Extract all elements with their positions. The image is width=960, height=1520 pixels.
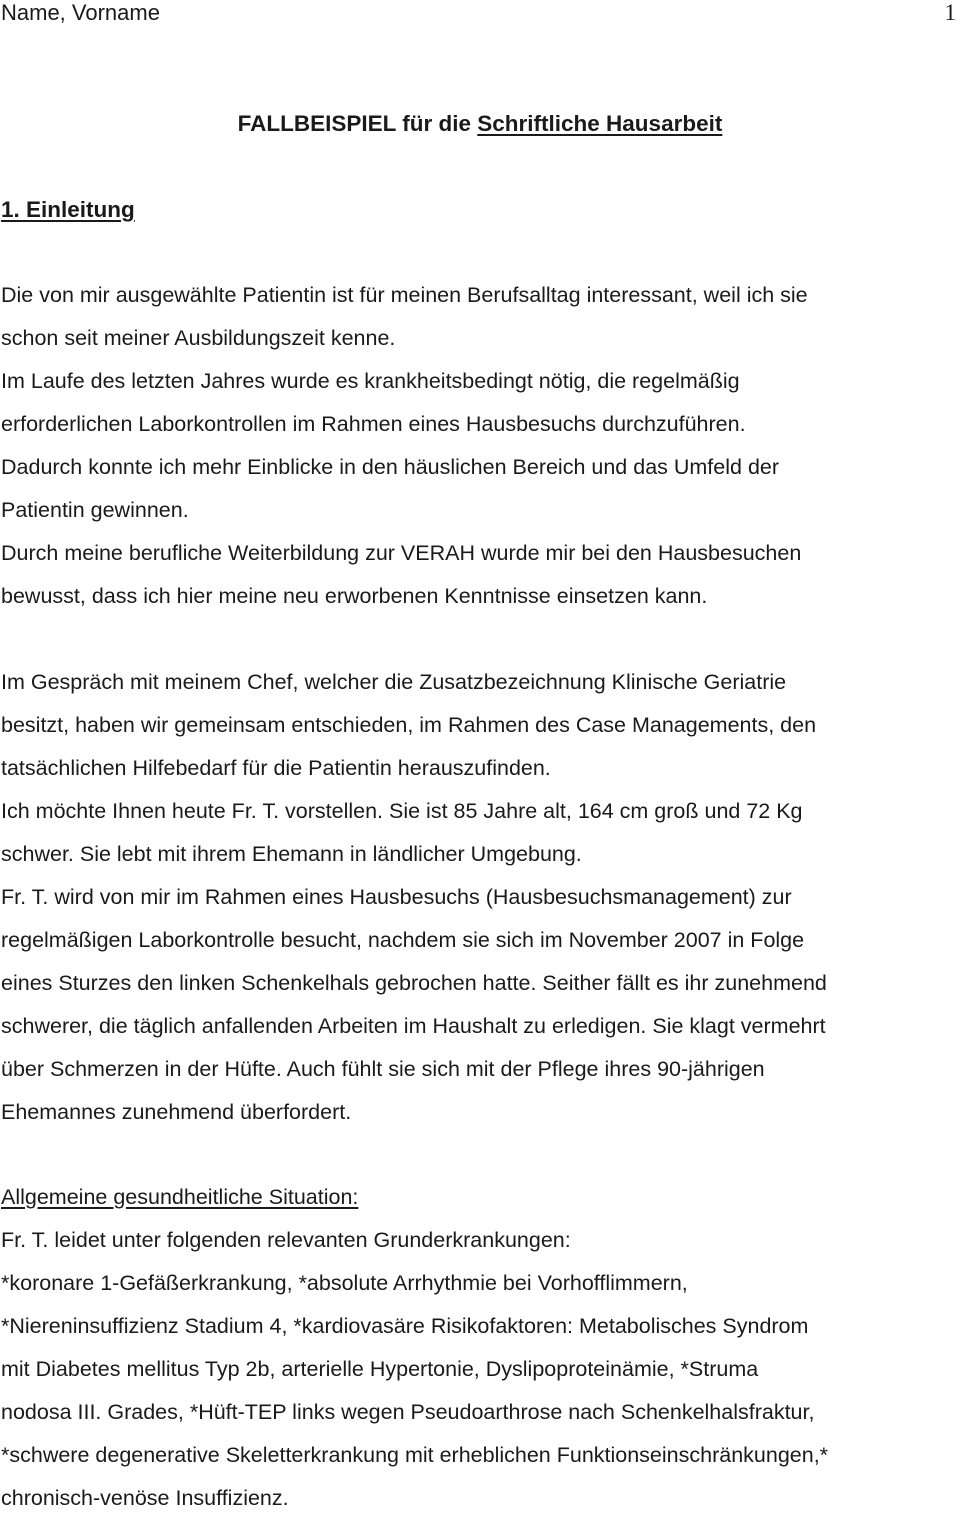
text-line: mit Diabetes mellitus Typ 2b, arterielle Hypertonie, Dyslipoproteinämie, *Struma (1, 1357, 759, 1381)
text-line: Im Laufe des letzten Jahres wurde es krankheitsbedingt nötig, die regelmäßig (1, 369, 740, 393)
page-number: 1 (944, 0, 956, 25)
document-title (0, 109, 960, 139)
text-line: Ich möchte Ihnen heute Fr. T. vorstellen. Sie ist 85 Jahre alt, 164 cm groß und 72 Kg (1, 799, 803, 823)
text-line: Dadurch konnte ich mehr Einblicke in den häuslichen Bereich und das Umfeld der (1, 455, 780, 479)
text-line: Fr. T. wird von mir im Rahmen eines Hausbesuchs (Hausbesuchsmanagement) zur (1, 885, 792, 909)
text-line: Fr. T. leidet unter folgenden relevanten Grunderkrankungen: (1, 1228, 571, 1252)
health-heading: Allgemeine gesundheitliche Situation: (1, 1185, 359, 1209)
text-line: besitzt, haben wir gemeinsam entschieden, im Rahmen des Case Managements, den (1, 713, 817, 737)
case-paragraph (1, 661, 959, 1134)
text-line: eines Sturzes den linken Schenkelhals gebrochen hatte. Seither fällt es ihr zunehmend (1, 971, 827, 995)
text-line: *schwere degenerative Skeletterkrankung mit erheblichen Funktionseinschränkungen,* (1, 1443, 829, 1467)
title-prefix: FALLBEISPIEL für die (237, 111, 478, 136)
text-line: *koronare 1-Gefäßerkrankung, *absolute Arrhythmie bei Vorhofflimmern, (1, 1271, 688, 1295)
text-line: schon seit meiner Ausbildungszeit kenne. (1, 326, 396, 350)
text-line: Ehemannes zunehmend überfordert. (1, 1100, 352, 1124)
text-line: über Schmerzen in der Hüfte. Auch fühlt sie sich mit der Pflege ihres 90-jährigen (1, 1057, 765, 1081)
intro-paragraph (1, 274, 959, 618)
header-name-label: Name, Vorname (1, 0, 160, 25)
text-line: chronisch-venöse Insuffizienz. (1, 1486, 289, 1510)
text-line: tatsächlichen Hilfebedarf für die Patientin herauszufinden. (1, 756, 551, 780)
text-line: Patientin gewinnen. (1, 498, 189, 522)
text-line: *Niereninsuffizienz Stadium 4, *kardiovasäre Risikofaktoren: Metabolisches Syndrom (1, 1314, 809, 1338)
text-line: Durch meine berufliche Weiterbildung zur VERAH wurde mir bei den Hausbesuchen (1, 541, 802, 565)
text-line: schwer. Sie lebt mit ihrem Ehemann in ländlicher Umgebung. (1, 842, 582, 866)
text-line: Die von mir ausgewählte Patientin ist für meinen Berufsalltag interessant, weil ich sie (1, 283, 808, 307)
text-line: Im Gespräch mit meinem Chef, welcher die Zusatzbezeichnung Klinische Geriatrie (1, 670, 787, 694)
text-line: schwerer, die täglich anfallenden Arbeiten im Haushalt zu erledigen. Sie klagt vermehrt (1, 1014, 826, 1038)
health-section (1, 1176, 959, 1520)
text-line: erforderlichen Laborkontrollen im Rahmen eines Hausbesuchs durchzuführen. (1, 412, 746, 436)
section-heading: 1. Einleitung (1, 197, 135, 222)
title-underlined: Schriftliche Hausarbeit (477, 111, 723, 136)
text-line: bewusst, dass ich hier meine neu erworbenen Kenntnisse einsetzen kann. (1, 584, 708, 608)
text-line: nodosa III. Grades, *Hüft-TEP links wegen Pseudoarthrose nach Schenkelhalsfraktur, (1, 1400, 815, 1424)
text-line: regelmäßigen Laborkontrolle besucht, nachdem sie sich im November 2007 in Folge (1, 928, 805, 952)
